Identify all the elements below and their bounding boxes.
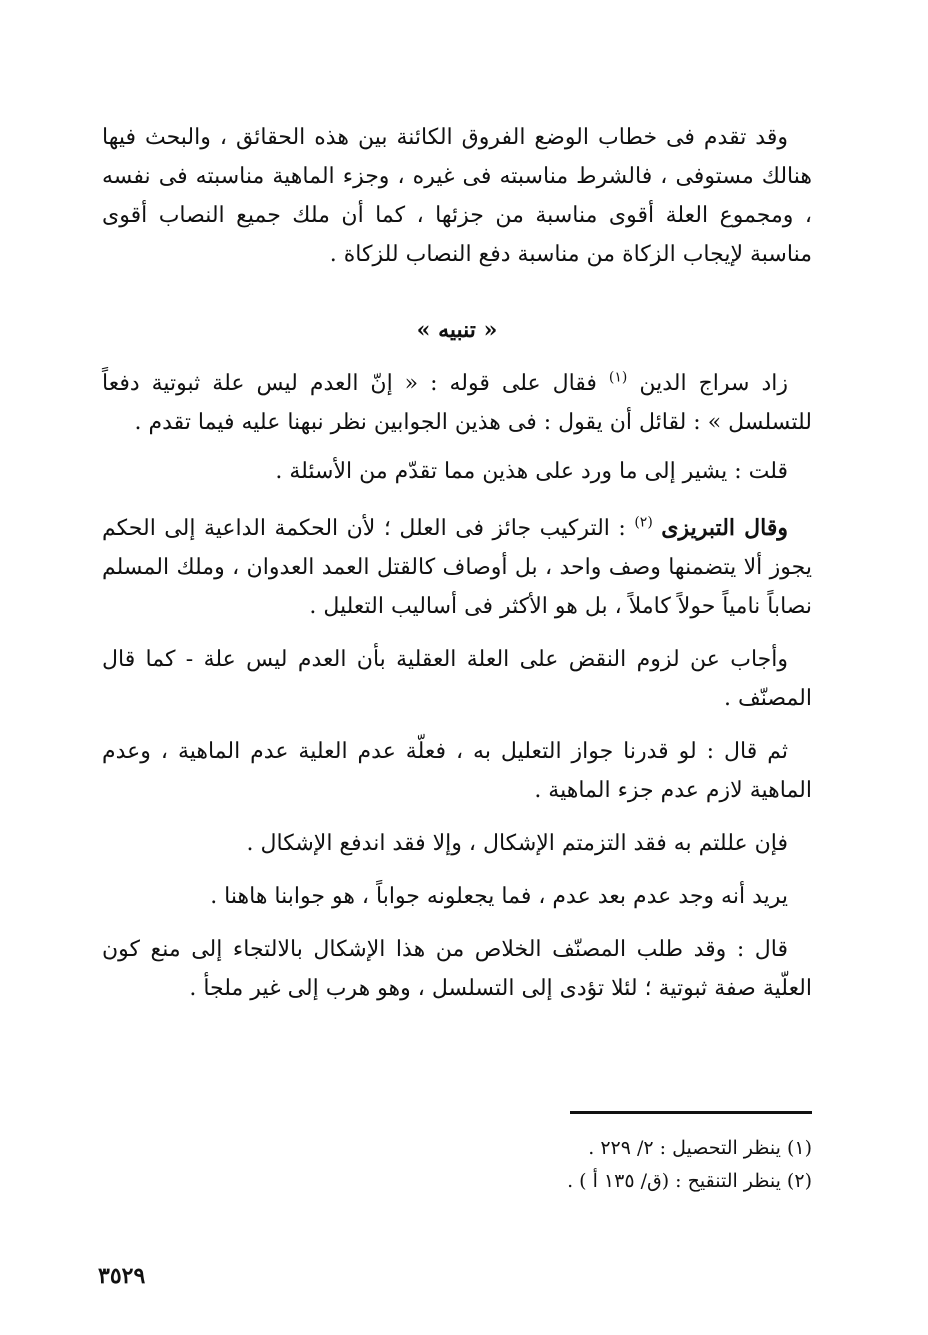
footnote-divider	[570, 1111, 812, 1114]
footnote-2: (٢) ينظر التنقيح : (ق/ ١٣٥ أ ) .	[567, 1170, 812, 1192]
siraj-lead: زاد سراج الدين	[639, 371, 788, 396]
page-number: ٣٥٢٩	[98, 1263, 146, 1289]
paragraph-ajab: وأجاب عن لزوم النقض على العلة العقلية بأن العدم ليس علة - كما قال المصنّف .	[102, 647, 812, 711]
tabrizi-lead: وقال التبريزى	[661, 515, 788, 541]
siraj-text: فقال على قوله : « إنّ العدم ليس علة ثبوتية دفعاً للتسلسل » : لقائل أن يقول : فى هذين الجوابين نظر نبهنا عليه فيما تقدم .	[102, 371, 812, 435]
intro-paragraph: وقد تقدم فى خطاب الوضع الفروق الكائنة بين هذه الحقائق ، والبحث فيها هنالك مستوفى ، فالشرط مناسبته فى غيره ، وجزء الماهية مناسبته فى نفسه ، ومجموع العلة أقوى مناسبة من جزئها ، كما أن ملك جميع النصاب أقوى مناسبة لإيجاب الزكاة من مناسبة دفع النصاب للزكاة .	[102, 125, 812, 267]
paragraph-fa-in: فإن عللتم به فقد التزمتم الإشكال ، وإلا فقد اندفع الإشكال .	[246, 831, 788, 856]
paragraph-qultu: قلت : يشير إلى ما ورد على هذين مما تقدّم من الأسئلة .	[275, 459, 788, 484]
paragraph-tabrizi	[102, 509, 812, 626]
footnote-1: (١) ينظر التحصيل : ٢/ ٢٢٩ .	[588, 1137, 812, 1159]
footnote-ref-1: (١)	[608, 369, 628, 386]
body-text	[102, 364, 812, 1008]
tabrizi-text: : التركيب جائز فى العلل ؛ لأن الحكمة الداعية إلى الحكم يجوز ألا يتضمنها وصف واحد ، بل أوصاف كالقتل العمد العدوان ، وملك المسلم نصاباً نامياً حولاً كاملاً ، بل هو الأكثر فى أساليب التعليل .	[102, 516, 812, 619]
paragraph-thumma-qal: ثم قال : لو قدرنا جواز التعليل به ، فعلّة عدم العلية عدم الماهية ، وعدم الماهية لازم عدم جزء الماهية .	[102, 739, 812, 803]
paragraph-siraj	[102, 364, 812, 442]
intro-paragraph-block	[102, 118, 812, 274]
paragraph-yurid: يريد أنه وجد عدم بعد عدم ، فما يجعلونه جواباً ، هو جوابنا هاهنا .	[210, 884, 788, 909]
section-heading: « تنبيه »	[416, 317, 498, 343]
footnote-ref-2: (٢)	[634, 514, 653, 531]
paragraph-qal: قال : وقد طلب المصنّف الخلاص من هذا الإشكال بالالتجاء إلى منع كون العلّية صفة ثبوتية ؛ لئلا تؤدى إلى التسلسل ، وهو هرب إلى غير ملجأ .	[102, 937, 812, 1001]
footnotes	[102, 1132, 812, 1198]
